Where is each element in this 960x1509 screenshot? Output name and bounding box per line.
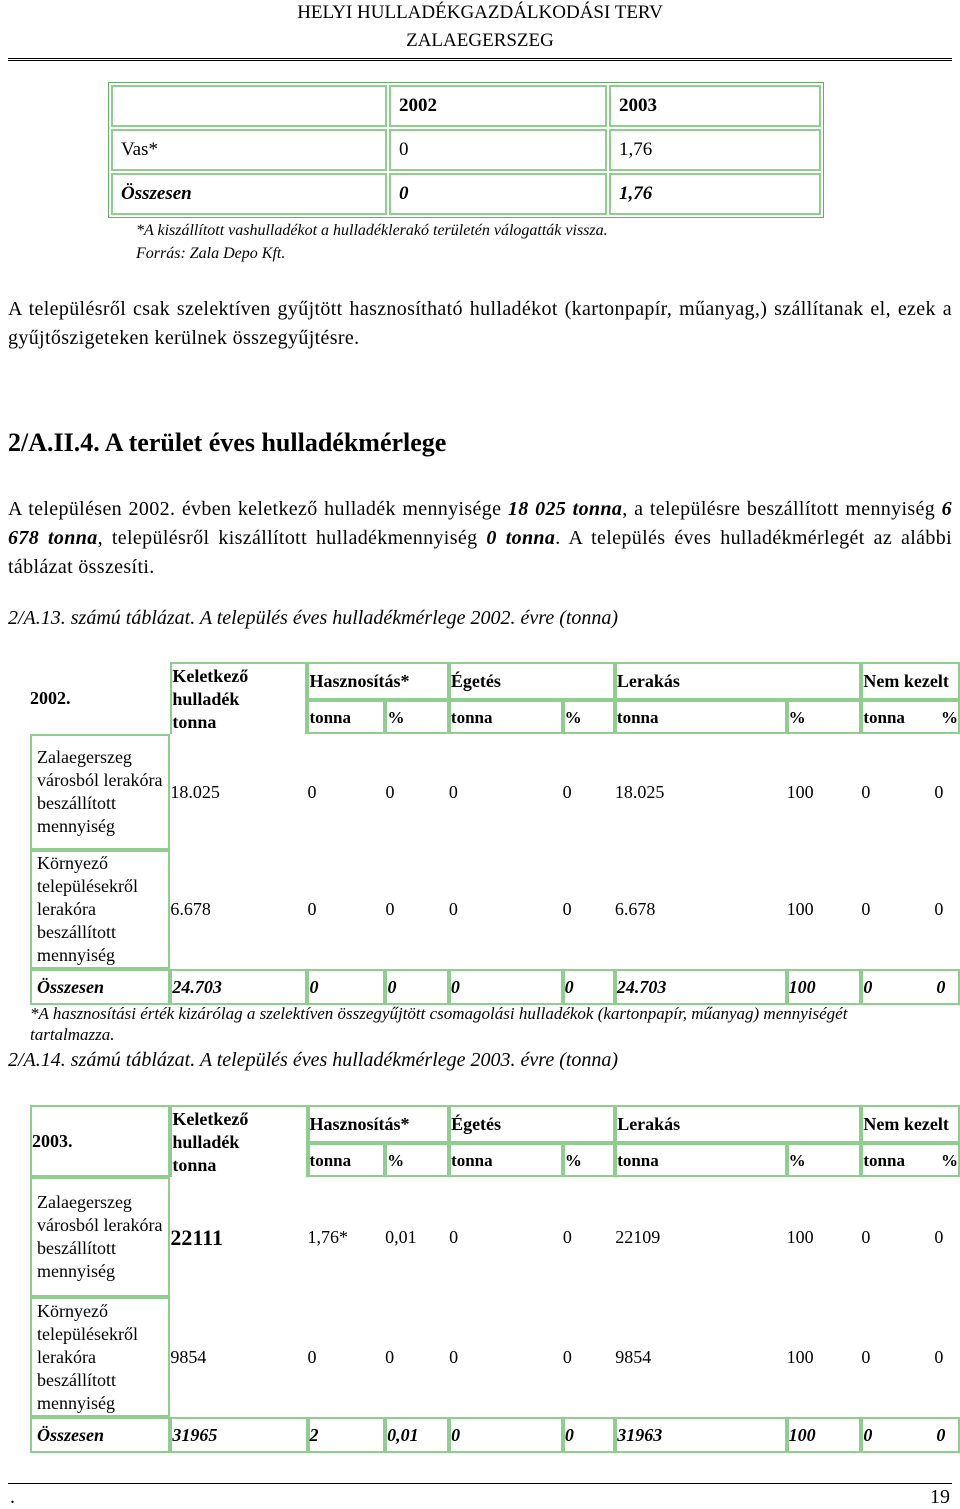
cell: 0: [385, 781, 395, 802]
unit-cell: %: [787, 1143, 862, 1177]
year-label: 2002.: [30, 687, 71, 708]
year-header: 2003: [609, 85, 821, 127]
empty-cell: [111, 85, 387, 127]
caption-number: 2/A.14. számú táblázat.: [8, 1049, 196, 1071]
row-label: Összesen: [111, 173, 387, 215]
cell: 24.703: [170, 969, 307, 1005]
total-row: [30, 1417, 960, 1453]
cell: 22111: [170, 1224, 223, 1250]
table-row: [111, 85, 821, 127]
unit-cell: %: [563, 1143, 615, 1177]
table-row: [30, 1297, 960, 1417]
cell: 0: [562, 1226, 572, 1247]
row-label: Összesen: [30, 969, 170, 1005]
text: . A település éves hulladékmérlegét az alábbi táblázat összesíti.: [8, 527, 953, 578]
cell: 100: [786, 1226, 814, 1247]
header-nem-kezelt: Nem kezelt: [861, 662, 960, 700]
text: , a településre beszállított mennyiség: [622, 498, 942, 520]
cell: 1,76*: [307, 1226, 349, 1247]
page-number: 19: [930, 1486, 950, 1508]
cell: 0: [389, 129, 607, 171]
cell: 0 0: [861, 781, 944, 802]
text: , településről kiszállított hulladékmennyiség: [97, 527, 487, 549]
cell: 0: [307, 969, 385, 1005]
cell: 0: [449, 969, 563, 1005]
cell: 0 0: [861, 1346, 944, 1367]
cell: 0 0: [861, 1226, 944, 1247]
iron-waste-table: [108, 82, 824, 218]
header-keletkezo: Keletkező hulladék tonna: [170, 662, 307, 734]
running-header-title: HELYI HULLADÉKGAZDÁLKODÁSI TERV: [297, 2, 663, 23]
header-keletkezo: Keletkező hulladék tonna: [170, 1105, 307, 1177]
unit-cell: tonna: [308, 1143, 386, 1177]
cell: 6.678: [170, 899, 211, 919]
cell: 0: [562, 781, 572, 802]
cell: 24.703: [615, 969, 787, 1005]
cell: 0: [307, 899, 317, 919]
cell: 0: [307, 1346, 317, 1367]
table-note: *A kiszállított vashulladékot a hulladéklerakó területén válogatták vissza.: [136, 222, 608, 239]
cell: 0: [448, 899, 458, 919]
cell: 2: [308, 1417, 386, 1453]
cell: 0: [448, 781, 458, 802]
header-hasznositas: Hasznosítás*: [308, 1105, 450, 1143]
table-row: [30, 1177, 960, 1297]
row-label: Zalaegerszeg városból lerakóra beszállított mennyiség: [30, 1177, 170, 1297]
cell: 9854: [615, 1346, 652, 1367]
cell: 0 0: [861, 899, 944, 919]
cell: 0,01: [385, 1417, 449, 1453]
unit-cell: tonna: [615, 700, 787, 734]
caption-number: 2/A.13. számú táblázat.: [8, 607, 196, 629]
caption-text: A település éves hulladékmérlege 2002. évre (tonna): [195, 607, 619, 629]
unit-cell: tonna: [449, 700, 563, 734]
cell: 100: [786, 1346, 814, 1367]
cell: 0: [562, 1346, 572, 1367]
unit-cell: %: [563, 700, 615, 734]
cell: 0: [385, 969, 448, 1005]
total-row: [30, 969, 960, 1005]
cell: 0: [563, 1417, 615, 1453]
cell: 0: [385, 1346, 395, 1367]
cell: 18.025: [170, 781, 220, 802]
section-heading: 2/A.II.4. A terület éves hulladékmérlege: [8, 428, 447, 457]
year-label: 2003.: [30, 1105, 170, 1177]
table-caption: [8, 607, 618, 630]
balance-table-2003: [30, 1105, 960, 1453]
unit-cell: tonna: [307, 700, 385, 734]
cell: 0: [307, 781, 317, 802]
year-header: 2002: [389, 85, 607, 127]
header-rule: [8, 58, 952, 61]
running-header-city: ZALAEGERSZEG: [406, 30, 554, 51]
header-hasznositas: Hasznosítás*: [307, 662, 448, 700]
cell: 0 0: [861, 1417, 960, 1453]
unit-cell: tonna: [449, 1143, 563, 1177]
row-label: Vas*: [111, 129, 387, 171]
table-row: [30, 662, 960, 700]
text: A településen 2002. évben keletkező hulladék mennyisége: [8, 498, 508, 520]
row-label: Környező településekről lerakóra beszállított mennyiség: [30, 850, 170, 969]
cell: 0: [389, 173, 607, 215]
row-label: Környező településekről lerakóra beszállított mennyiség: [30, 1297, 170, 1417]
cell: 0: [449, 1346, 459, 1367]
cell: 1,76: [609, 173, 821, 215]
unit-cell: %: [385, 700, 448, 734]
footer-mark: .: [10, 1486, 15, 1508]
cell: 22109: [615, 1226, 661, 1247]
unit-cell: %: [385, 1143, 449, 1177]
emphasis: 18 025 tonna: [507, 498, 623, 520]
header-lerakas: Lerakás: [615, 662, 861, 700]
paragraph: A településről csak szelektíven gyűjtött hasznosítható hulladékot (kartonpapír, műanyag,) szállítanak el, ezek a gyűjtőszigeteken kerülnek összegyűjtésre.: [8, 298, 952, 349]
unit-cell: %: [787, 700, 862, 734]
cell: 31965: [170, 1417, 307, 1453]
cell: 0: [563, 969, 615, 1005]
cell: 100: [787, 969, 862, 1005]
header-egetes: Égetés: [449, 1105, 615, 1143]
unit-cell: tonna: [615, 1143, 786, 1177]
paragraph: [8, 495, 952, 582]
unit-cell: tonna %: [861, 1143, 960, 1177]
table-caption: [8, 1049, 618, 1072]
cell: 6.678: [614, 899, 656, 919]
cell: 0: [449, 1226, 459, 1247]
table-row: [111, 173, 821, 215]
header-egetes: Égetés: [449, 662, 615, 700]
table-row: [30, 734, 960, 850]
unit-cell: tonna %: [861, 700, 960, 734]
header-nem-kezelt: Nem kezelt: [861, 1105, 960, 1143]
cell: 100: [786, 899, 814, 919]
cell: 31963: [615, 1417, 786, 1453]
emphasis: 6 678 tonna: [8, 498, 952, 549]
cell: 0: [449, 1417, 563, 1453]
footer-rule: [8, 1483, 952, 1484]
table-row: [111, 129, 821, 171]
row-label: Zalaegerszeg városból lerakóra beszállított mennyiség: [30, 734, 170, 850]
cell: 0,01: [385, 1226, 417, 1247]
header-lerakas: Lerakás: [615, 1105, 861, 1143]
table-row: [30, 1105, 960, 1143]
table-footnote: *A hasznosítási érték kizárólag a szelektíven összegyűjtött csomagolási hulladékok (kartonpapír, műanyag) mennyiségét tartalmazza.: [30, 1004, 848, 1044]
cell: 0 0: [861, 969, 960, 1005]
table-row: [30, 850, 960, 969]
cell: 18.025: [614, 781, 665, 802]
row-label: Összesen: [30, 1417, 170, 1453]
emphasis: 0 tonna: [486, 527, 556, 549]
balance-table-2002: [30, 662, 960, 1005]
cell: 1,76: [609, 129, 821, 171]
caption-text: A település éves hulladékmérlege 2003. évre (tonna): [195, 1049, 619, 1071]
cell: 100: [786, 781, 814, 802]
source-note: Forrás: Zala Depo Kft.: [136, 245, 286, 262]
cell: 0: [562, 899, 572, 919]
cell: 0: [385, 899, 395, 919]
cell: 9854: [170, 1346, 207, 1367]
cell: 100: [787, 1417, 862, 1453]
